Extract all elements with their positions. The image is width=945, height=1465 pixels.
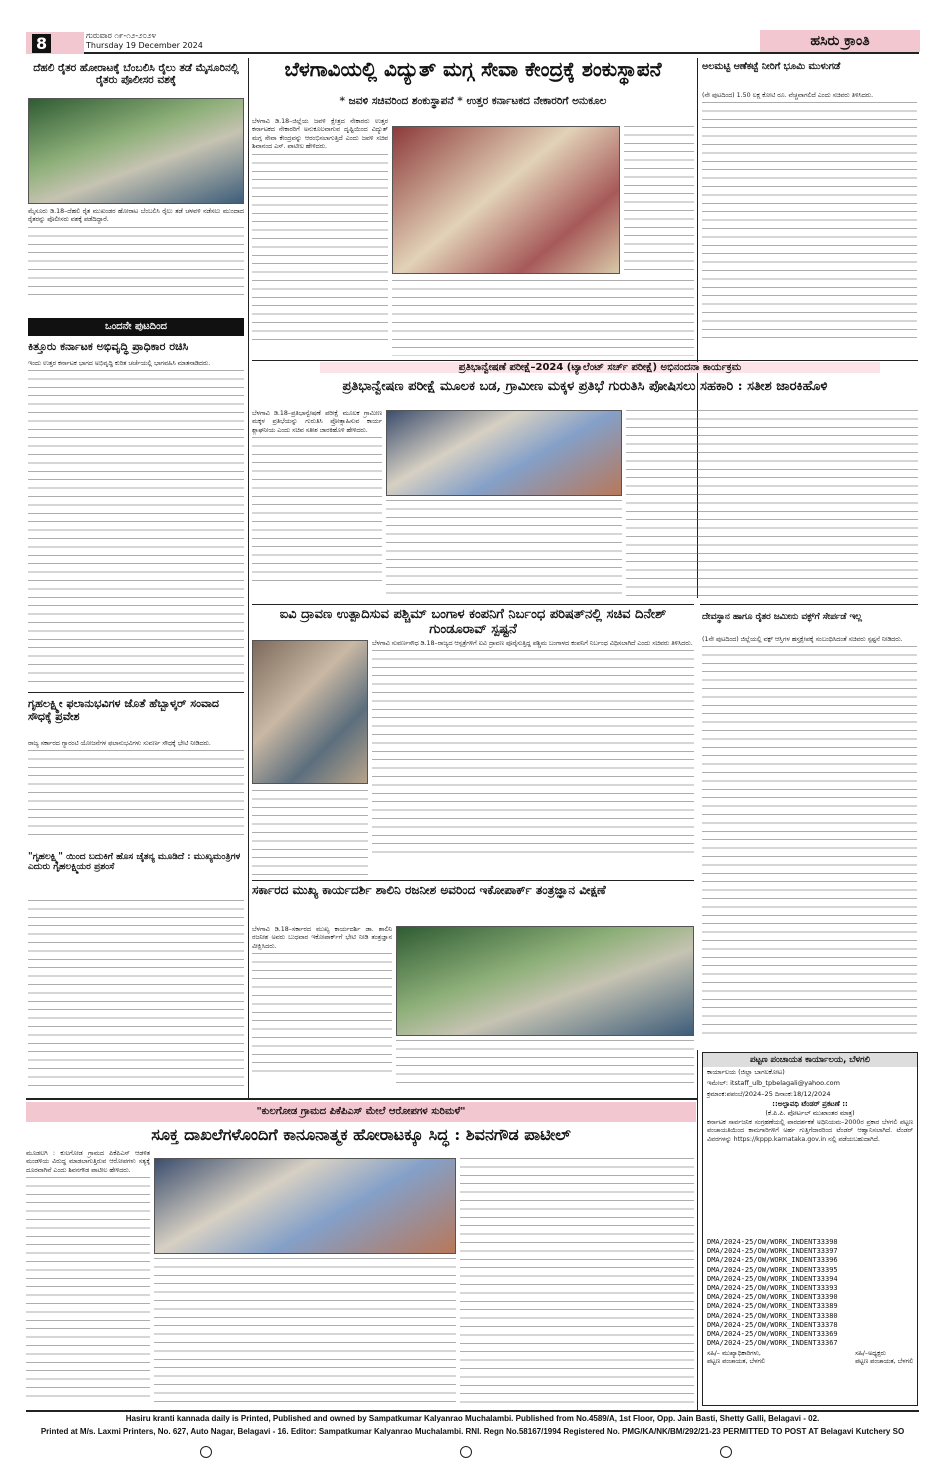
page-number-box (26, 32, 84, 54)
pkps-lead: ಮೂಡಲಗಿ : ಕುಲಗೋಡ ಗ್ರಾಮದ ಪಿಕೆಪಿಎಸ್ ಆಡಳಿತ ಮಂಡಳಿಯ ವಿರುದ್ಧ ಮಾಡಲಾಗುತ್ತಿರುವ ಆರೋಪಗಳು ಸತ್ಯಕ್ಕೆ ದೂರವಾಗಿವೆ ಎಂದು ಶಿವನಗೌಡ ಪಾಟೀಲ ಹೇಳಿದರು. (26, 1150, 150, 1174)
protest-lead: ಮೈಸೂರು ಡಿ.18–ದೆಹಲಿ ರೈತ ಮುಖಂಡರ ಹೋರಾಟ ಬೆಂಬಲಿಸಿ ರೈಲು ತಡೆ ಚಳವಳಿ ನಡೆಸಲು ಮುಂದಾದ ರೈತರನ್ನು ಪೊಲೀಸರು ವಶಕ್ಕೆ ಪಡೆದಿದ್ದಾರೆ. (28, 208, 244, 224)
notice-section2: (ಕೆ.ಪಿ.ಪಿ. ಪೋರ್ಟಲ್ ಮುಖಾಂತರ ಮಾತ್ರ) (765, 1109, 855, 1117)
kittur-lead: ಇಂದು ಉತ್ತರ ಕರ್ನಾಟಕ ಭಾಗದ ಅಭಿವೃದ್ಧಿ ಕುರಿತ ಚರ್ಚೆಯಲ್ಲಿ ಭಾಗವಹಿಸಿ ಮಾತನಾಡಿದರು. (28, 360, 211, 367)
bengal-lead: ಬೆಳಗಾವಿ ಸುವರ್ಣಸೌಧ ಡಿ.18–ರಾಜ್ಯದ ಆಸ್ಪತ್ರೆಗಳಿಗೆ ಐವಿ ದ್ರಾವಣ ಪೂರೈಸುತ್ತಿದ್ದ ಪಶ್ಚಿಮ ಬಂಗಾಳದ ಕಂಪನಿಗೆ ನಿರ್ಬಂಧ ವಿಧಿಸಲಾಗಿದೆ ಎಂದು ಸಚಿವರು ತಿಳಿಸಿದರು. (372, 640, 693, 647)
story-rule (252, 604, 694, 605)
footer-line-1: Hasiru kranti kannada daily is Printed, Published and owned by Sampatkumar Kalyanrao Muchalambi. Published from No.4589/A, 1st Floor, Opp. Jain Basti, Shetty Galli, Belagavi - 02. (125, 1414, 820, 1423)
text-lines (252, 437, 382, 587)
pkps-headline: ಸೂಕ್ತ ದಾಖಲೆಗಳೊಂದಿಗೆ ಕಾನೂನಾತ್ಮಕ ಹೋರಾಟಕ್ಕೂ ಸಿದ್ಧ : ಶಿವನಗೌಡ ಪಾಟೀಲ್ (151, 1125, 571, 1144)
column-rule (697, 1050, 698, 1410)
indent-list (703, 1238, 917, 1348)
gruhalakshmi-lead: ರಾಜ್ಯ ಸರ್ಕಾರದ ಗ್ಯಾರಂಟಿ ಯೋಜನೆಗಳ ಫಲಾನುಭವಿಗಳು ಸುವರ್ಣ ಸೌಧಕ್ಕೆ ಭೇಟಿ ನೀಡಿದರು. (28, 740, 211, 747)
story-rule (252, 880, 694, 881)
footer-rule (26, 1410, 919, 1412)
text-lines (460, 1158, 694, 1404)
notice-sub: ಕಾರ್ಯಾಲಯ (ಜಿಲ್ಲಾ ಬಾಗಲಕೋಟ) (707, 1068, 785, 1076)
text-lines (28, 900, 244, 1090)
ecopark-body (252, 926, 392, 1088)
muluganda-body (702, 92, 917, 354)
devasthana-lead: (1ನೇ ಪುಟದಿಂದ) ಜಿಲ್ಲೆಯಲ್ಲಿ ವಕ್ಫ್ ಆಸ್ತಿಗಳ ಹಸ್ತಕ್ಷೇಪಕ್ಕೆ ಸಂಬಂಧಿಸಿದಂತೆ ಸಚಿವರು ಸ್ಪಷ್ಟನೆ ನೀಡಿದರು. (702, 636, 903, 643)
story-rule (700, 604, 918, 605)
indent-row: DMA/2024-25/OW/WORK_INDENT33396 (707, 1256, 838, 1265)
indent-row: DMA/2024-25/OW/WORK_INDENT33393 (707, 1284, 838, 1293)
text-lines (252, 953, 392, 1073)
indent-row: DMA/2024-25/OW/WORK_INDENT33398 (707, 1238, 838, 1246)
indent-row: DMA/2024-25/OW/WORK_INDENT33394 (707, 1274, 838, 1283)
text-lines (626, 410, 918, 598)
sign-right-2: ಪಟ್ಟಣ ಪಂಚಾಯತ, ಬೆಳಗಲಿ (855, 1358, 913, 1366)
text-lines (154, 1258, 456, 1404)
protest-headline: ದೆಹಲಿ ರೈತರ ಹೋರಾಟಕ್ಕೆ ಬೆಂಬಲಿಸಿ ರೈಲು ತಡೆ ಮೈಸೂರಿನಲ್ಲಿ ರೈತರು ಪೊಲೀಸರ ವಶಕ್ಕೆ (33, 62, 239, 87)
sign-left-2: ಪಟ್ಟಣ ಪಂಚಾಯತ, ಬೆಳಗಲಿ (707, 1358, 765, 1366)
indent-row: DMA/2024-25/OW/WORK_INDENT33397 (707, 1247, 838, 1256)
notice-title: ಪಟ್ಟಣ ಪಂಚಾಯತ ಕಾರ್ಯಾಲಯ, ಬೆಳಗಲಿ (703, 1053, 917, 1067)
lead-lead: ಬೆಳಗಾವಿ ಡಿ.18–ಜಿಲ್ಲೆಯ ಜವಳಿ ಕ್ಷೇತ್ರದ ನೇಕಾರರು ಉತ್ತರ ಕರ್ನಾಟಕದ ನೇಕಾರರಿಗೆ ಅನುಕೂಲವಾಗುವ ದೃಷ್ಟಿಯಿಂದ ವಿದ್ಯುತ್ ಮಗ್ಗ ಸೇವಾ ಕೇಂದ್ರವನ್ನು ಆರಂಭಿಸಲಾಗುತ್ತಿದೆ ಎಂದು ಜವಳಿ ಸಚಿವ ಶಿವಾನಂದ ಎಸ್. ಪಾಟೀಲ ಹೇಳಿದರು. (252, 118, 388, 151)
indent-row: DMA/2024-25/OW/WORK_INDENT33395 (707, 1265, 838, 1274)
devasthana-body (702, 636, 917, 1046)
lead-subhead: * ಜವಳಿ ಸಚಿವರಿಂದ ಶಂಕುಸ್ಥಾಪನೆ * ಉತ್ತರ ಕರ್ನಾಟಕದ ನೇಕಾರರಿಗೆ ಅನುಕೂಲ (339, 95, 607, 107)
indent-row: DMA/2024-25/OW/WORK_INDENT33378 (707, 1320, 838, 1329)
bengal-body (372, 640, 694, 876)
registration-mark (460, 1446, 472, 1458)
ecopark-lead: ಬೆಳಗಾವಿ ಡಿ.18–ಸರ್ಕಾರದ ಮುಖ್ಯ ಕಾರ್ಯದರ್ಶಿ ಡಾ. ಶಾಲಿನಿ ರಜನೀಶ ಅವರು ಬುಧವಾರ ಇಕೋಪಾರ್ಕ್‌ಗೆ ಭೇಟಿ ನೀಡಿ ತಂತ್ರಜ್ಞಾನ ವೀಕ್ಷಿಸಿದರು. (252, 926, 392, 950)
indent-row: DMA/2024-25/OW/WORK_INDENT33367 (707, 1339, 838, 1348)
date-kannada: ಗುರುವಾರ ೧೯-೧೨-೨೦೨೪ (86, 31, 156, 40)
sign-right: ಸಹಿ/–ಅಧ್ಯಕ್ಷರು (855, 1350, 886, 1358)
notice-body: ಕರ್ನಾಟಕ ಸಾರ್ವಜನಿಕ ಸಂಗ್ರಹಣೆಯಲ್ಲಿ ಪಾರದರ್ಶಕತೆ ಅಧಿನಿಯಮ–2000ರ ಪ್ರಕಾರ ಬೆಳಗಲಿ ಪಟ್ಟಣ ಪಂಚಾಯತಿಯಿಂದ ಕಾಮಗಾರಿಗಳಿಗೆ ಅರ್ಹ ಗುತ್ತಿಗೆದಾರರಿಂದ ಟೆಂಡರ್ ಆಹ್ವಾನಿಸಲಾಗಿದೆ. ಟೆಂಡರ್ ವಿವರಗಳನ್ನು https://kppp.karnataka.gov.in ನಲ್ಲಿ ಪಡೆಯಬಹುದಾಗಿದೆ. (707, 1119, 913, 1143)
story-rule (28, 692, 244, 693)
kittur-body (28, 360, 244, 690)
registration-mark (720, 1446, 732, 1458)
notice-signatures (703, 1348, 917, 1368)
talent-photo (386, 410, 622, 496)
gruhalakshmi-headline: ಗೃಹಲಕ್ಷ್ಮೀ ಫಲಾನುಭವಿಗಳ ಜೊತೆ ಹೆಬ್ಬಾಳ್ಕರ್ ಸಂವಾದ ಸೌಧಕ್ಕೆ ಪ್ರವೇಶ (28, 697, 220, 723)
talent-kicker: ಪ್ರತಿಭಾನ್ವೇಷಣೆ ಪರೀಕ್ಷೆ–2024 (ಟ್ಯಾಲೆಂಟ್ ಸರ್ಚ್ ಪರೀಕ್ಷೆ) ಅಭಿನಂದನಾ ಕಾರ್ಯಕ್ರಮ (320, 362, 880, 373)
sign-left: ಸಹಿ/– ಮುಖ್ಯಾಧಿಕಾರಿಗಳು, (707, 1350, 761, 1358)
date-english: Thursday 19 December 2024 (86, 41, 203, 50)
text-lines (252, 790, 368, 876)
gruhalakshmi-body (28, 740, 244, 848)
story-rule (252, 360, 918, 361)
text-lines (372, 650, 694, 860)
page-number: 8 (32, 34, 51, 53)
text-lines (702, 102, 917, 342)
text-lines (28, 750, 244, 842)
talent-body-col1 (252, 410, 382, 600)
pkps-banner: "ಕುಲಗೋಡ ಗ್ರಾಮದ ಪಿಕೆಪಿಎಸ್ ಮೇಲೆ ಆರೋಪಗಳ ಸುರಿಮಳೆ" (26, 1102, 696, 1122)
gruhalakshmi-subhead: "ಗೃಹಲಕ್ಷ್ಮಿ" ಯಿಂದ ಬದುಕಿಗೆ ಹೊಸ ಚೈತನ್ಯ ಮೂಡಿದೆ : ಮುಖ್ಯಮಂತ್ರಿಗಳ ಎದುರು ಗೃಹಲಕ್ಷ್ಮಿಯರ ಪ್ರಶಂಸೆ (28, 852, 241, 873)
text-lines (252, 154, 388, 340)
notice-email: ಇಮೇಲ್: itstaff_ulb_tpbelagali@yahoo.com (707, 1079, 840, 1087)
muluganda-lead: (ನೇ ಪುಟದಿಂದ) 1.50 ಲಕ್ಷ ಕೋಟಿ ರೂ. ವೆಚ್ಚವಾಗಲಿದೆ ಎಂದು ಸಚಿವರು ತಿಳಿಸಿದರು. (702, 92, 874, 99)
text-lines (28, 370, 244, 682)
text-lines (624, 126, 694, 276)
ecopark-photo (396, 926, 694, 1036)
text-lines (392, 280, 694, 356)
text-lines (396, 1040, 694, 1090)
registration-mark (200, 1446, 212, 1458)
text-lines (386, 500, 622, 598)
kittur-headline: ಕಿತ್ತೂರು ಕರ್ನಾಟಕ ಅಭಿವೃದ್ಧಿ ಪ್ರಾಧಿಕಾರ ರಚಿಸಿ (28, 340, 189, 353)
masthead: ಹಸಿರು ಕ್ರಾಂತಿ (760, 30, 920, 52)
column-rule (248, 58, 249, 1098)
footer-line-2: Printed at M/s. Laxmi Printers, No. 627, Auto Nagar, Belagavi - 16. Editor: Sampatkumar Kalyanrao Muchalambi. RNI. Regn No.58167/1994 Registered No. PMG/KA/NK/BM/292/21-23 PERMITTED TO POST AT Belagavi Kutchery SO (40, 1427, 905, 1436)
indent-row: DMA/2024-25/OW/WORK_INDENT33390 (707, 1293, 838, 1302)
protest-body (28, 208, 244, 308)
text-lines (702, 646, 917, 1038)
indent-row: DMA/2024-25/OW/WORK_INDENT33380 (707, 1311, 838, 1320)
text-lines (26, 1177, 150, 1397)
talent-headline: ಪ್ರತಿಭಾನ್ವೇಷಣ ಪರೀಕ್ಷೆ ಮೂಲಕ ಬಡ, ಗ್ರಾಮೀಣ ಮಕ್ಕಳ ಪ್ರತಿಭೆ ಗುರುತಿಸಿ ಪೋಷಿಸಲು ಸಹಕಾರಿ : ಸತೀಶ ಜಾರಕಿಹೊಳಿ (342, 379, 828, 394)
indent-row: DMA/2024-25/OW/WORK_INDENT33369 (707, 1330, 838, 1339)
indent-row: DMA/2024-25/OW/WORK_INDENT33389 (707, 1302, 838, 1311)
pkps-photo (154, 1158, 456, 1254)
bengal-headline: ಐವಿ ದ್ರಾವಣ ಉತ್ಪಾದಿಸುವ ಪಶ್ಚಿಮ್ ಬಂಗಾಳ ಕಂಪನಿಗೆ ನಿರ್ಬಂಧ ಪರಿಷತ್‌ನಲ್ಲಿ ಸಚಿವ ದಿನೇಶ್ ಗುಂಡೂರಾವ್ ಸ್ಪಷ್ಟನೆ (279, 607, 667, 637)
lead-photo (392, 126, 620, 274)
bengal-photo (252, 640, 368, 784)
talent-lead: ಬೆಳಗಾವಿ ಡಿ.18–ಪ್ರತಿಭಾನ್ವೇಷಣೆ ಪರೀಕ್ಷೆ ಮೂಲಕ ಗ್ರಾಮೀಣ ಮಕ್ಕಳ ಪ್ರತಿಭೆಯನ್ನು ಗುರುತಿಸಿ ಪ್ರೋತ್ಸಾಹಿಸುವ ಕಾರ್ಯ ಶ್ಲಾಘನೀಯ ಎಂದು ಸಚಿವ ಸತೀಶ ಜಾರಕಿಹೊಳಿ ಹೇಳಿದರು. (252, 410, 382, 434)
ecopark-headline: ಸರ್ಕಾರದ ಮುಖ್ಯ ಕಾರ್ಯದರ್ಶಿ ಶಾಲಿನಿ ರಜನೀಶ ಅವರಿಂದ ಇಕೋಪಾರ್ಕ್ ತಂತ್ರಜ್ಞಾನ ವೀಕ್ಷಣೆ (252, 883, 606, 897)
pkps-body (26, 1150, 150, 1402)
protest-photo (28, 98, 244, 204)
notice-section: ::ಅಲ್ಪಾವಧಿ ಟೆಂಡರ್ ಪ್ರಕಟಣೆ :: (772, 1100, 848, 1108)
muluganda-headline: ಅಲಮಟ್ಟಿ ಆಣೆಕಟ್ಟೆ ನೀರಿಗೆ ಭೂಮಿ ಮುಳುಗಡೆ (702, 61, 841, 72)
story-rule (26, 1098, 698, 1100)
lead-body-col1 (252, 118, 388, 358)
devasthana-headline: ದೇವಸ್ಥಾನ ಹಾಗೂ ರೈತರ ಜಮೀನು ವಕ್ಫ್‌ಗೆ ಸೇರ್ಪಡೆ ಇಲ್ಲ (702, 612, 862, 622)
continued-band: ಒಂದನೇ ಪುಟದಿಂದ (28, 318, 244, 336)
text-lines (28, 227, 244, 297)
lead-headline: ಬೆಳಗಾವಿಯಲ್ಲಿ ವಿದ್ಯುತ್ ಮಗ್ಗ ಸೇವಾ ಕೇಂದ್ರಕ್ಕೆ ಶಂಕುಸ್ಥಾಪನೆ (284, 57, 662, 81)
notice-ref: ಕ್ರಮಾಂಕ:ಪಪಂಬೆ/2024–25 ದಿನಾಂಕ:18/12/2024 (707, 1090, 831, 1098)
tender-notice (702, 1052, 918, 1406)
